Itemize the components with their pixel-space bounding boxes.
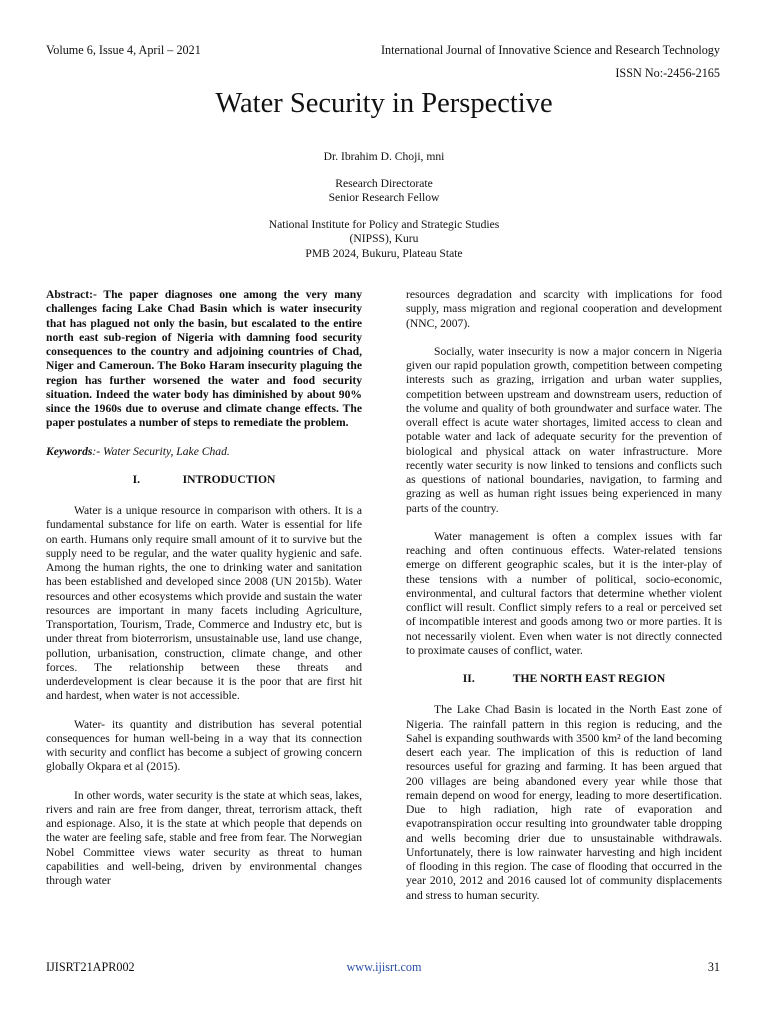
left-column xyxy=(46,288,362,902)
journal-name: International Journal of Innovative Science and Research Technology xyxy=(380,43,720,57)
author-affiliation: Research Directorate xyxy=(335,176,433,190)
section-heading-north-east xyxy=(406,672,722,686)
paper-title: Water Security in Perspective xyxy=(215,88,553,119)
author-position: Senior Research Fellow xyxy=(328,191,440,205)
author-name: Dr. Ibrahim D. Choji, mni xyxy=(323,150,445,163)
institute-location: (NIPSS), Kuru xyxy=(349,232,419,246)
section-title: INTRODUCTION xyxy=(182,472,276,486)
journal-url-link[interactable]: www.ijisrt.com xyxy=(346,960,422,974)
article-code: IJISRT21APR002 xyxy=(46,960,135,974)
section-number: I. xyxy=(132,472,141,486)
volume-info: Volume 6, Issue 4, April – 2021 xyxy=(46,43,201,57)
keywords-value: :- Water Security, Lake Chad. xyxy=(92,444,230,458)
north-east-paragraph: The Lake Chad Basin is located in the North East zone of Nigeria. The rainfall pattern in this region is reducing, and the Sahel is expanding southwards with 3500 km² of the land becoming desert each year. The implication of this is reduction of land resources useful for grazing and farming. It has been argued that 200 villages are being abandoned every year while those that remain depend on wood for energy, leading to more desertification. Due to high radiation, high rate of evaporation and evapotranspiration occur resulting into groundwater table dropping and wells becoming drier due to unsustainable withdrawals. Unfortunately, there is low rainwater harvesting and high incident of flooding in this region. The case of flooding that occurred in the year 2010, 2012 and 2016 caused lot of community displacements and stress to human security. xyxy=(406,703,722,902)
body-paragraph: resources degradation and scarcity with implications for food supply, mass migration and regional cooperation and development (NNC, 2007). xyxy=(406,288,722,330)
keywords-label: Keywords xyxy=(46,444,93,458)
keywords xyxy=(46,445,362,459)
issn: ISSN No:-2456-2165 xyxy=(615,66,720,80)
body-paragraph: Socially, water insecurity is now a major concern in Nigeria given our rapid population growth, competition between competing interests such as grazing, irrigation and urban water supplies, competition between upstream and downstream users, reduction of the volume and quality of both groundwater and surface water. The overall effect is acute water shortages, limited access to clean and potable water and lack of adequate security for the prevention of biological and physical attack on water infrastructure. More recently water security is now linked to tensions and conflicts such as questions of national boundaries, navigation, to farming and grazing as well as human right issues being experienced in many parts of the country. xyxy=(406,344,722,515)
institute-name: National Institute for Policy and Strategic Studies xyxy=(268,217,500,231)
abstract: Abstract:- The paper diagnoses one among the very many challenges facing Lake Chad Basin which is water insecurity that has plagued not only the basin, but escalated to the entire north east sub-region of Nigeria with damning food security consequences to the country and adjoining countries of Chad, Niger and Cameroun. The Boko Haram insecurity plaguing the region has further worsened the water and food security situation. Indeed the water body has diminished by about 90% since the 1960s due to overuse and climate change effects. The paper postulates a number of steps to remediate the problem. xyxy=(46,288,362,430)
intro-paragraph: Water- its quantity and distribution has several potential consequences for human well-being in a way that its connection with security and conflict has become a subject of growing concern globally Okpara et al (2015). xyxy=(46,717,362,774)
author-block xyxy=(0,150,768,262)
right-column xyxy=(406,288,722,917)
intro-paragraph: In other words, water security is the state at which seas, lakes, rivers and rain are free from danger, threat, terrorism attack, theft and espionage. Also, it is the state at which people that depends on the water are feeling safe, stable and free from fear. The Norwegian Nobel Committee views water security as threat to human capabilities and well-being, driven by environmental changes through water xyxy=(46,788,362,887)
body-paragraph: Water management is often a complex issues with far reaching and often continuous effects. Water-related tensions emerge on different geographic scales, but it is the inter-play of these tensions with a number of political, socio-economic, environmental, and cultural factors that determine whether violent conflict will result. Conflict simply refers to a real or perceived set of incompatible interest and goods among two or more parties. It is not necessarily violent. Even when water is not directly connected to proximate causes of conflict, water. xyxy=(406,529,722,657)
intro-paragraph: Water is a unique resource in comparison with others. It is a fundamental substance for life on earth. Water is essential for life on earth. Humans only require small amount of it to survive but the supply need to be regular, and the water quality hygienic and safe. Among the human rights, the one to drinking water and sanitation has been established and developed since 2008 (UN 2015b). Water resources and other ecosystems which provide and sustain the water resources are important in many facets including Agriculture, Transportation, Tourism, Trade, Commerce and Industry etc, but is under threat from bioterrorism, unsustainable use, land use change, pollution, urbanisation, construction, climate change, and other forces. The relationship between these threats and underdevelopment is clear because it is the poor that are first hit and hardest, when water is not accessible. xyxy=(46,504,362,703)
institute-address: PMB 2024, Bukuru, Plateau State xyxy=(305,246,463,260)
page-number: 31 xyxy=(707,960,720,974)
section-number: II. xyxy=(462,672,475,685)
section-title: THE NORTH EAST REGION xyxy=(512,672,666,685)
section-heading-introduction xyxy=(46,473,362,487)
